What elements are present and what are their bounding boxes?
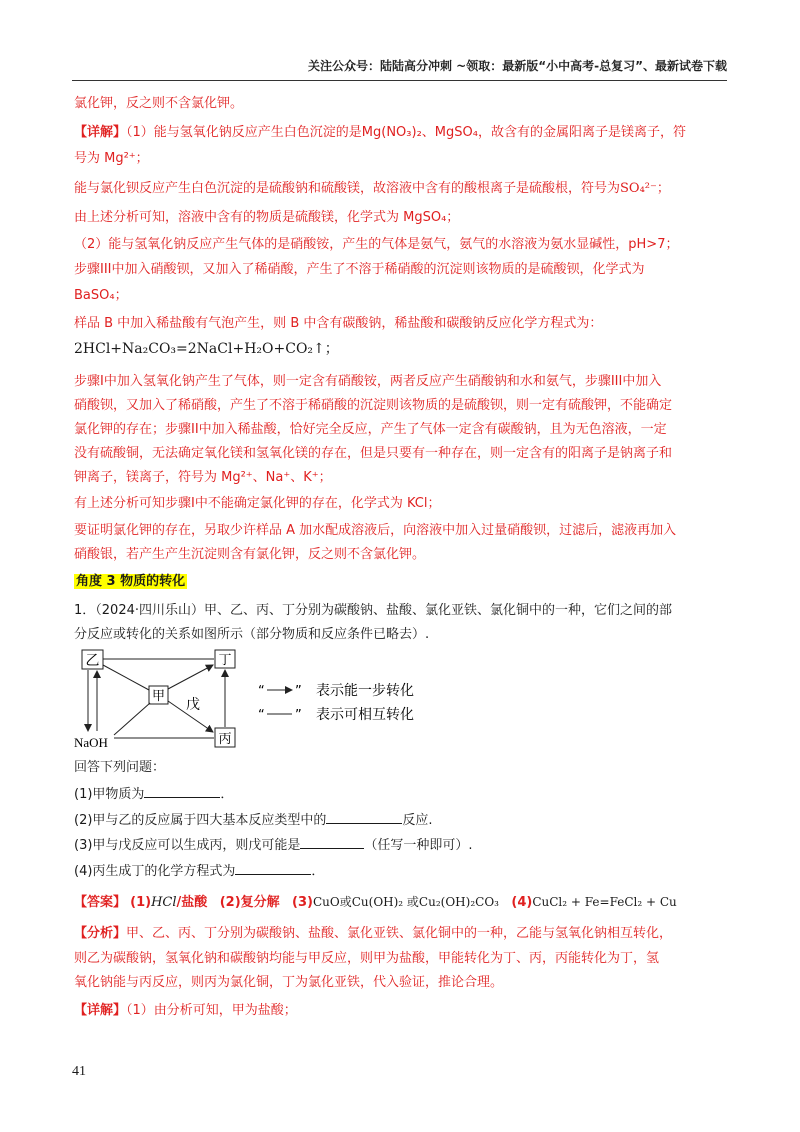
prev-line-1: 氯化钾，反之则不含氯化钾。 bbox=[74, 96, 244, 111]
detail-line-1 bbox=[74, 1002, 297, 1020]
answer-blank-3[interactable] bbox=[300, 836, 364, 849]
analysis-line-2: 则乙为碳酸钠，氢氧化钠和碳酸钠均能与甲反应，则甲为盐酸，甲能转化为丁、丙，丙能转化为丁，氢 bbox=[74, 951, 660, 966]
prev-line-16: 有上述分析可知步骤Ⅰ中不能确定氯化钾的存在，化学式为 KCl； bbox=[74, 496, 441, 511]
answer-blank-4[interactable] bbox=[235, 862, 311, 875]
prev-line-12: 硝酸钡，又加入了稀硝酸，产生了不溶于稀硝酸的沉淀则该物质的是硫酸钡，则一定有硫酸钾，不能确定 bbox=[74, 398, 673, 413]
question-prompt: 回答下列问题： bbox=[74, 760, 166, 775]
prev-line-18: 硝酸银，若产生产生沉淀则含有氯化钾，反之则不含氯化钾。 bbox=[74, 547, 426, 562]
prev-line-8: BaSO₄； bbox=[74, 288, 128, 303]
prev-line-2 bbox=[74, 124, 686, 142]
answer-1-formula: HCl bbox=[151, 895, 177, 910]
analysis-line-1 bbox=[74, 925, 672, 943]
prev-line-11: 步骤Ⅰ中加入氢氧化钠产生了气体，则一定含有硝酸铵，两者反应产生硝酸钠和水和氨气，步骤III中加入 bbox=[74, 374, 662, 389]
sub-question-2 bbox=[74, 811, 433, 830]
answer-4-num: (4) bbox=[511, 895, 533, 910]
arrow-jia-ding bbox=[168, 665, 213, 689]
detail-tag-2: 【详解】 bbox=[74, 1003, 127, 1018]
label-naoh: NaOH bbox=[74, 735, 108, 750]
header-notice: 关注公众号：陆陆高分冲刺 ~领取：最新版“小中高考-总复习”、最新试卷下载 bbox=[308, 59, 727, 73]
line-naoh-jia bbox=[114, 703, 150, 735]
detail-line-1-text: （1）由分析可知，甲为盐酸； bbox=[126, 1003, 297, 1018]
sub-question-4-end: ． bbox=[311, 864, 325, 879]
sub-question-2-text: (2)甲与乙的反应属于四大基本反应类型中的 bbox=[74, 813, 327, 828]
prev-line-9: 样品 B 中加入稀盐酸有气泡产生，则 B 中含有碳酸钠，稀盐酸和碳酸钠反应化学方程式为： bbox=[74, 316, 603, 331]
label-ding: 丁 bbox=[218, 653, 232, 668]
sub-question-1 bbox=[74, 785, 233, 804]
legend-arrow-q2: ” bbox=[295, 684, 302, 699]
prev-line-2-text: （1）能与氢氧化钠反应产生白色沉淀的是Mg(NO₃)₂、MgSO₄，故含有的金属阳离子是镁离子，符 bbox=[126, 125, 686, 140]
legend-line-text: 表示可相互转化 bbox=[316, 707, 414, 723]
prev-line-14: 没有硫酸铜，无法确定氧化镁和氢氧化镁的存在，但是只要有一种存在，则一定含有的阳离子是钠离子和 bbox=[74, 446, 673, 461]
prev-line-15: 钾离子，镁离子，符号为 Mg²⁺、Na⁺、K⁺； bbox=[74, 470, 332, 485]
label-jia: 甲 bbox=[151, 689, 166, 704]
answer-blank-2[interactable] bbox=[326, 811, 402, 824]
analysis-tag: 【分析】 bbox=[74, 926, 127, 941]
sub-question-2-end: 反应. bbox=[402, 813, 433, 828]
legend-arrow-q1: “ bbox=[258, 684, 265, 699]
prev-line-3: 号为 Mg²⁺； bbox=[74, 151, 149, 166]
answer-3-num: (3) bbox=[292, 895, 313, 910]
answer-1-num: (1) bbox=[130, 895, 152, 910]
sub-question-3-end: （任写一种即可）. bbox=[364, 838, 473, 853]
prev-line-4-text: 能与氯化钡反应产生白色沉淀的是硫酸钠和硫酸镁，故溶液中含有的酸根离子是硫酸根，符号为 bbox=[74, 181, 621, 196]
prev-line-17: 要证明氯化钾的存在，另取少许样品 A 加水配成溶液后，向溶液中加入过量硝酸钡，过滤后，滤液再加入 bbox=[74, 523, 677, 538]
analysis-line-3: 氧化钠能与丙反应，则丙为氯化铜，丁为氯化亚铁，代入验证，推论合理。 bbox=[74, 975, 504, 990]
answer-3-formula: CuO或Cu(OH)₂ 或Cu₂(OH)₂CO₃ bbox=[312, 895, 499, 909]
sub-question-1-end: ． bbox=[220, 787, 234, 802]
label-wu: 戊 bbox=[186, 697, 200, 713]
prev-line-4 bbox=[74, 180, 670, 198]
legend-line-q1: “ bbox=[258, 708, 265, 723]
page-number: 41 bbox=[72, 1064, 86, 1079]
question-stem-2: 分反应或转化的关系如图所示（部分物质和反应条件已略去）. bbox=[74, 627, 430, 642]
analysis-line-1-text: 甲、乙、丙、丁分别为碳酸钠、盐酸、氯化亚铁、氯化铜中的一种，乙能与氢氧化钠相互转化， bbox=[126, 926, 673, 941]
sub-question-3 bbox=[74, 836, 473, 855]
section-title: 角度 3 物质的转化 bbox=[76, 574, 186, 589]
detail-tag: 【详解】 bbox=[74, 125, 127, 140]
prev-line-7: 步骤III中加入硝酸钡，又加入了稀硝酸，产生了不溶于稀硝酸的沉淀则该物质的是硫酸钡，化学式为 bbox=[74, 262, 645, 277]
sub-question-1-text: (1)甲物质为 bbox=[74, 787, 145, 802]
prev-line-6: （2）能与氢氧化钠反应产生气体的是硝酸铵，产生的气体是氨气，氨气的水溶液为氨水显碱性，pH>7； bbox=[74, 237, 679, 252]
section-heading bbox=[74, 573, 187, 591]
label-yi: 乙 bbox=[85, 653, 100, 669]
equation-hcl-na2co3: 2HCl+Na₂CO₃=2NaCl+H₂O+CO₂↑； bbox=[74, 341, 339, 357]
answer-1-text: /盐酸 bbox=[176, 895, 208, 910]
legend-line-q2: ” bbox=[295, 708, 302, 723]
answer-2: (2)复分解 bbox=[219, 895, 280, 910]
line-yi-jia bbox=[103, 665, 149, 690]
sub-question-4-text: (4)丙生成丁的化学方程式为 bbox=[74, 864, 236, 879]
prev-line-13: 氯化钾的存在；步骤II中加入稀盐酸，恰好完全反应，产生了气体一定含有碳酸钠，且为无色溶液，一定 bbox=[74, 422, 667, 437]
answer-tag: 【答案】 bbox=[74, 895, 127, 910]
header-rule bbox=[72, 80, 727, 81]
question-stem-1: 1．（2024·四川乐山）甲、乙、丙、丁分别为碳酸钠、盐酸、氯化亚铁、氯化铜中的一种，它们之间的部 bbox=[74, 603, 672, 618]
sub-question-3-text: (3)甲与戊反应可以生成丙，则戊可能是 bbox=[74, 838, 301, 853]
prev-line-5: 由上述分析可知，溶液中含有的物质是硫酸镁，化学式为 MgSO₄； bbox=[74, 210, 460, 225]
answer-4-formula: CuCl₂ + Fe=FeCl₂ + Cu bbox=[532, 895, 677, 909]
legend-arrow-text: 表示能一步转化 bbox=[316, 683, 414, 699]
label-bing: 丙 bbox=[218, 732, 232, 747]
sulfate-symbol: SO₄²⁻； bbox=[620, 181, 670, 196]
conversion-diagram bbox=[70, 643, 450, 753]
answer-blank-1[interactable] bbox=[144, 785, 220, 798]
sub-question-4 bbox=[74, 862, 324, 881]
answer-line bbox=[74, 893, 677, 912]
